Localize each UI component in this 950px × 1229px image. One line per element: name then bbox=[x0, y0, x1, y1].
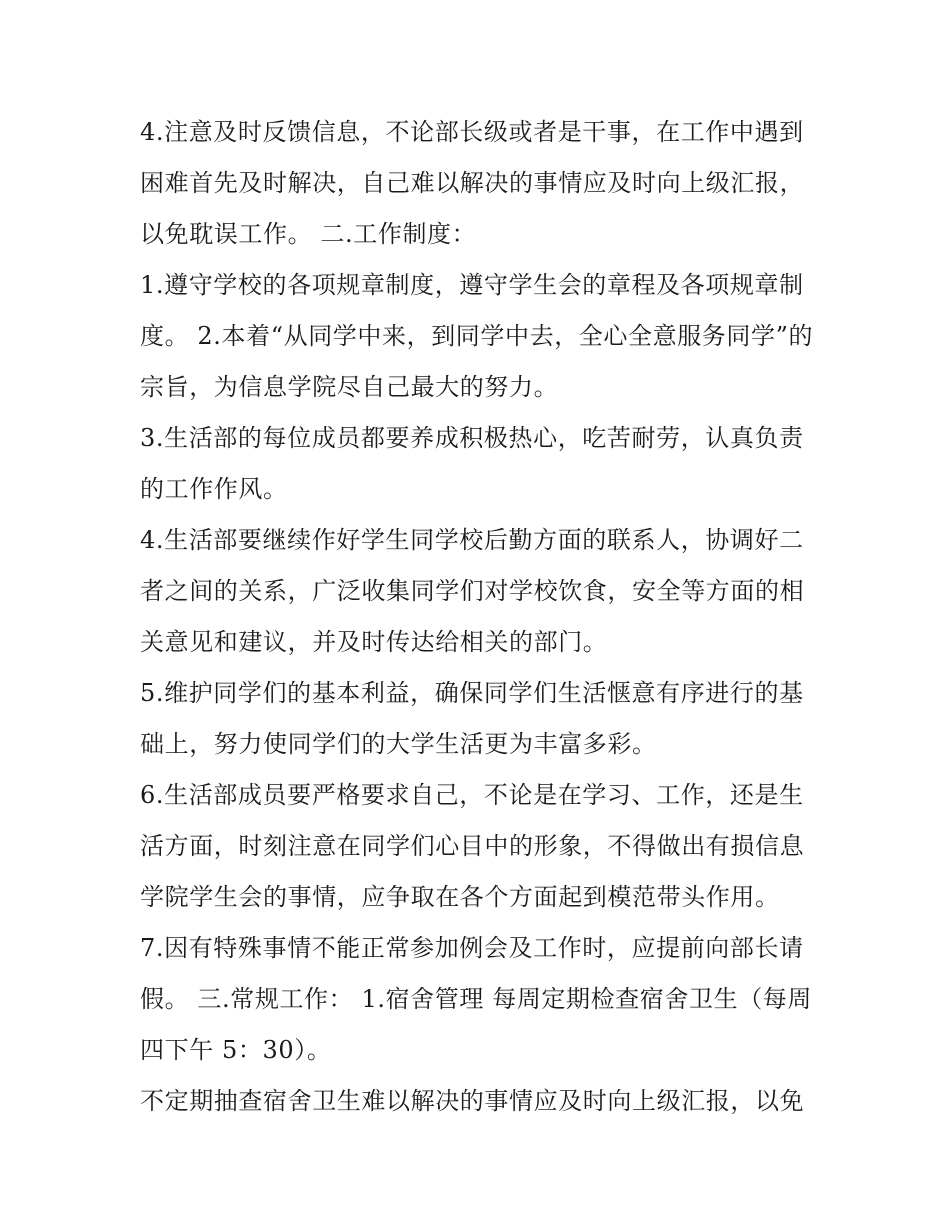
paragraph-spot-checks: 不定期抽查宿舍卫生难以解决的事情应及时向上级汇报，以免 bbox=[140, 1087, 805, 1115]
paragraph-work-style: 3.生活部的每位成员都要养成积极热心，吃苦耐劳，认真负责的工作作风。 bbox=[140, 424, 804, 503]
paragraph-self-discipline: 6.生活部成员要严格要求自己，不论是在学习、工作，还是生活方面，时刻注意在同学们心目中的形象，不得做出有损信息学院学生会的事情，应争取在各个方面起到模范带头作用。 bbox=[140, 781, 805, 911]
paragraph-student-interests: 5.维护同学们的基本利益，确保同学们生活惬意有序进行的基础上，努力使同学们的大学生活更为丰富多彩。 bbox=[140, 679, 804, 758]
paragraph-rules: 1.遵守学校的各项规章制度，遵守学生会的章程及各项规章制度。 2.本着“从同学中来，到同学中去，全心全意服务同学”的宗旨，为信息学院尽自己最大的努力。 bbox=[140, 271, 814, 401]
document-body bbox=[140, 107, 820, 1127]
paragraph-liaison: 4.生活部要继续作好学生同学校后勤方面的联系人，协调好二者之间的关系，广泛收集同学们对学校饮食，安全等方面的相关意见和建议，并及时传达给相关的部门。 bbox=[140, 526, 805, 656]
paragraph-feedback: 4.注意及时反馈信息，不论部长级或者是干事，在工作中遇到困难首先及时解决，自己难以解决的事情应及时向上级汇报，以免耽误工作。 二.工作制度： bbox=[140, 118, 805, 248]
paragraph-leave-routine: 7.因有特殊事情不能正常参加例会及工作时，应提前向部长请假。 三.常规工作： 1.宿舍管理 每周定期检查宿舍卫生（每周四下午 5：30）。 bbox=[140, 934, 813, 1064]
